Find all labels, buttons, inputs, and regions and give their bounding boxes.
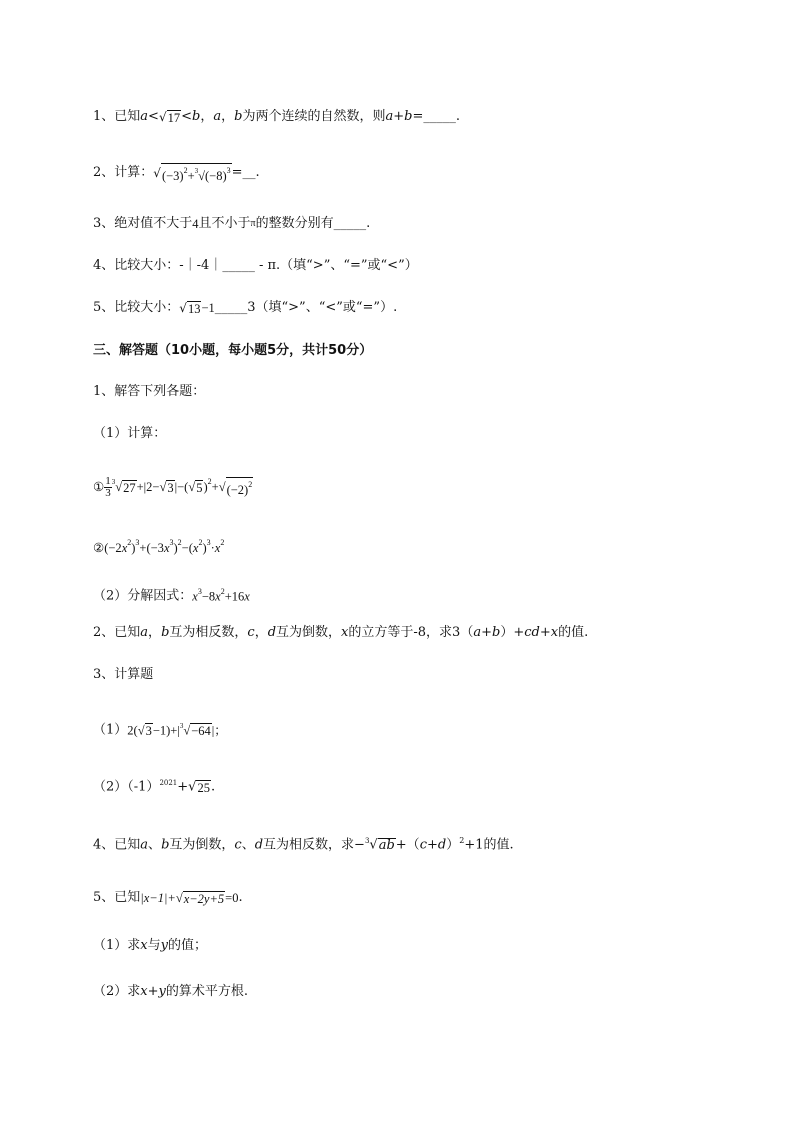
problem-4 — [93, 831, 514, 856]
exp: 3 — [169, 538, 174, 547]
section-title: 三、解答题（10小题，每小题5分，共计50分） — [93, 343, 373, 358]
q1-var-b2: b — [234, 109, 243, 124]
root-index: 3 — [179, 722, 184, 730]
var: cd — [524, 625, 540, 640]
radicand: ab — [378, 838, 395, 853]
var: b — [492, 625, 501, 640]
q2-plus: + — [187, 169, 195, 184]
q1-plus: + — [393, 109, 405, 124]
radicand: 3 — [145, 724, 152, 738]
cbrt-sign: √ — [183, 723, 191, 738]
x: x — [192, 541, 199, 556]
q2-blank: =__. — [231, 165, 260, 181]
t: + — [481, 625, 492, 640]
problem-3-sub2 — [93, 773, 215, 798]
question-fill-4 — [93, 256, 418, 277]
var: c — [234, 837, 242, 853]
q1-comma: ， — [200, 109, 214, 124]
x: x — [192, 589, 198, 604]
q5-radicand: 13 — [187, 301, 201, 316]
problem-5 — [93, 888, 243, 909]
t: ） — [446, 837, 460, 853]
question-fill-3 — [93, 214, 370, 235]
q1-text2: 为两个连续的自然数，则 — [242, 109, 386, 124]
t: =0 — [225, 891, 239, 905]
x: x — [244, 589, 250, 604]
t: + — [426, 837, 438, 853]
problem-5-sub1 — [93, 936, 207, 957]
x: x — [121, 541, 128, 556]
plus: + — [211, 480, 219, 495]
x: x — [214, 541, 221, 556]
problem-5-sub2 — [93, 982, 248, 1003]
q1-lt2: < — [181, 109, 193, 124]
sqrt-sign: √ — [159, 480, 167, 495]
sqrt-sign: √ — [218, 480, 226, 495]
q2-base2: (−8) — [205, 169, 227, 184]
root-index: 3 — [111, 478, 116, 486]
q1-var-a3: a — [385, 109, 394, 124]
q1-var-a2: a — [213, 109, 222, 124]
t: ）+ — [500, 625, 525, 640]
t: ， — [148, 625, 162, 640]
t: 2( — [127, 723, 138, 738]
var: a — [473, 625, 482, 640]
q1-radicand: 17 — [167, 110, 181, 125]
var: a — [140, 625, 149, 640]
q5-minus-one: −1 — [201, 301, 215, 315]
problem-1-sub2 — [93, 582, 250, 607]
t: +1的值. — [464, 837, 514, 853]
t: + — [177, 779, 189, 795]
q2-base1: (−3) — [161, 169, 184, 184]
x: x — [215, 589, 221, 604]
section-heading — [93, 341, 372, 362]
question-fill-5 — [93, 298, 397, 319]
lparen: ( — [184, 480, 189, 495]
exp: 3 — [206, 538, 211, 547]
q1-lt: < — [148, 109, 159, 124]
var: c — [419, 837, 427, 853]
q3-num: 4 — [192, 217, 199, 231]
p3-title: 3、计算题 — [93, 667, 154, 682]
t: 与 — [147, 938, 161, 953]
t: 4、已知 — [93, 837, 141, 853]
cbrt-sign: √ — [198, 169, 205, 184]
t: +（ — [395, 837, 420, 853]
q3-text2: 且不小于 — [198, 216, 251, 231]
problem-3-sub1 — [93, 716, 227, 741]
radicand: 25 — [197, 781, 210, 795]
sqrt-sign: √ — [188, 779, 197, 795]
problem-1-expr1 — [93, 472, 253, 499]
q1-comma2: ， — [221, 109, 235, 124]
exp: 2 — [220, 587, 225, 596]
problem-2 — [93, 623, 588, 644]
t: 互为相反数， — [169, 625, 248, 640]
sqrt-sign: √ — [158, 110, 167, 124]
t: + — [147, 984, 159, 999]
fraction — [104, 476, 112, 499]
t: 的算术平方根. — [165, 984, 249, 999]
problem-1-title — [93, 382, 205, 403]
label: （1） — [93, 722, 128, 738]
t: −8 — [201, 589, 216, 604]
x: x — [163, 541, 170, 556]
exp: 3 — [197, 587, 202, 596]
cbrt-sign: √ — [115, 480, 123, 495]
frac-den: 3 — [105, 486, 111, 499]
radicand: −64 — [191, 724, 211, 738]
t: −( — [181, 541, 193, 556]
p1-title: 1、解答下列各题： — [93, 384, 206, 399]
var: a — [140, 837, 149, 853]
q2-radicand — [161, 163, 232, 183]
var: x — [140, 938, 148, 953]
var: x — [140, 984, 148, 999]
base: (−2) — [226, 483, 249, 498]
exp: 2 — [127, 538, 132, 547]
sqrt-sign: √ — [137, 723, 145, 738]
t: . — [210, 779, 216, 795]
sqrt-sign: √ — [179, 301, 187, 315]
sqrt-sign: √ — [175, 891, 183, 905]
p2-text: 2、已知 — [93, 625, 141, 640]
t: 互为相反数，求− — [263, 837, 365, 853]
t: 互为倒数， — [169, 837, 235, 853]
q1-text: 1、已知 — [93, 109, 141, 124]
problem-1-sub1 — [93, 424, 166, 445]
t: (−2 — [104, 541, 122, 556]
q2-text: 2、计算： — [93, 165, 154, 181]
abs-open: |2− — [143, 480, 160, 495]
minus: − — [177, 480, 185, 495]
circled-one: ① — [93, 480, 105, 495]
dot: · — [210, 541, 215, 556]
t: |； — [211, 723, 227, 738]
frac-num: 1 — [105, 474, 111, 487]
var: x — [550, 625, 559, 640]
q1-var-b3: b — [404, 109, 413, 124]
q5-text: 5、比较大小： — [93, 300, 180, 315]
t: （2）求 — [93, 984, 141, 999]
exp: 2 — [198, 538, 203, 547]
var: y — [160, 938, 168, 953]
radicand-27: 27 — [123, 480, 136, 495]
q2-root-index: 3 — [194, 167, 199, 175]
q3-pi: π — [250, 218, 256, 229]
q1-var-a: a — [140, 109, 149, 124]
sub2-label: （2）分解因式： — [93, 588, 193, 604]
question-fill-1 — [93, 107, 460, 128]
q5-text2: _____3（填“>”、“<”或“=”）. — [214, 300, 398, 315]
radicand: x−2y+5 — [183, 891, 225, 906]
t: ) — [131, 541, 136, 556]
exp: 2021 — [159, 779, 178, 787]
t: ) — [202, 541, 207, 556]
t: 5、已知 — [93, 890, 141, 905]
radicand-3: 3 — [167, 480, 174, 495]
var: y — [158, 984, 166, 999]
plus: + — [136, 480, 144, 495]
var: d — [437, 837, 447, 853]
q4-text: 4、比较大小：-｜-4｜_____ - π.（填“>”、“=”或“<”） — [93, 258, 418, 273]
q1-blank: =_____. — [412, 109, 461, 124]
exp: 2 — [248, 480, 253, 490]
exp-2: 2 — [207, 477, 212, 486]
t: +16 — [224, 589, 245, 604]
problem-1-expr2 — [93, 533, 224, 558]
t: −1)+| — [152, 723, 180, 738]
t: 的值. — [558, 625, 589, 640]
q1-var-b: b — [192, 109, 201, 124]
t: （1）求 — [93, 938, 141, 953]
problem-3-title — [93, 665, 153, 686]
sqrt-sign: √ — [153, 166, 161, 181]
exp: 2 — [177, 538, 182, 547]
root-index: 3 — [364, 837, 370, 845]
var: x — [341, 625, 349, 640]
t: 互为倒数， — [276, 625, 342, 640]
var: b — [161, 837, 170, 853]
sqrt-sign: √ — [188, 480, 196, 495]
question-fill-2 — [93, 163, 260, 184]
label: （2）（-1） — [93, 779, 160, 795]
rparen: ) — [203, 480, 208, 495]
q2-exp1: 2 — [183, 166, 188, 175]
circled-two: ② — [93, 541, 105, 556]
abs-term: |x−1|+ — [140, 891, 176, 905]
cbrt-sign: √ — [369, 837, 378, 853]
t: ， — [254, 625, 268, 640]
p1-sub1-label: （1）计算： — [93, 426, 167, 441]
radicand-neg2-sq — [226, 477, 254, 497]
q3-text: 3、绝对值不大于 — [93, 216, 193, 231]
radicand-5: 5 — [196, 480, 203, 495]
q3-text3: 的整数分别有_____. — [255, 216, 371, 231]
var: d — [267, 625, 277, 640]
var: c — [247, 625, 255, 640]
t: . — [238, 890, 243, 905]
var: d — [254, 837, 264, 853]
q2-exp2: 3 — [226, 166, 231, 175]
t: + — [539, 625, 551, 640]
exp: 3 — [135, 538, 140, 547]
exp: 2 — [459, 836, 465, 845]
t: 的立方等于-8，求3（ — [348, 625, 474, 640]
var: b — [161, 625, 170, 640]
t: ) — [173, 541, 178, 556]
t: 、 — [241, 837, 255, 853]
t: 、 — [148, 837, 162, 853]
t: +(−3 — [139, 541, 164, 556]
exp: 2 — [220, 538, 225, 547]
t: 的值； — [168, 938, 208, 953]
abs-close: | — [174, 480, 178, 495]
